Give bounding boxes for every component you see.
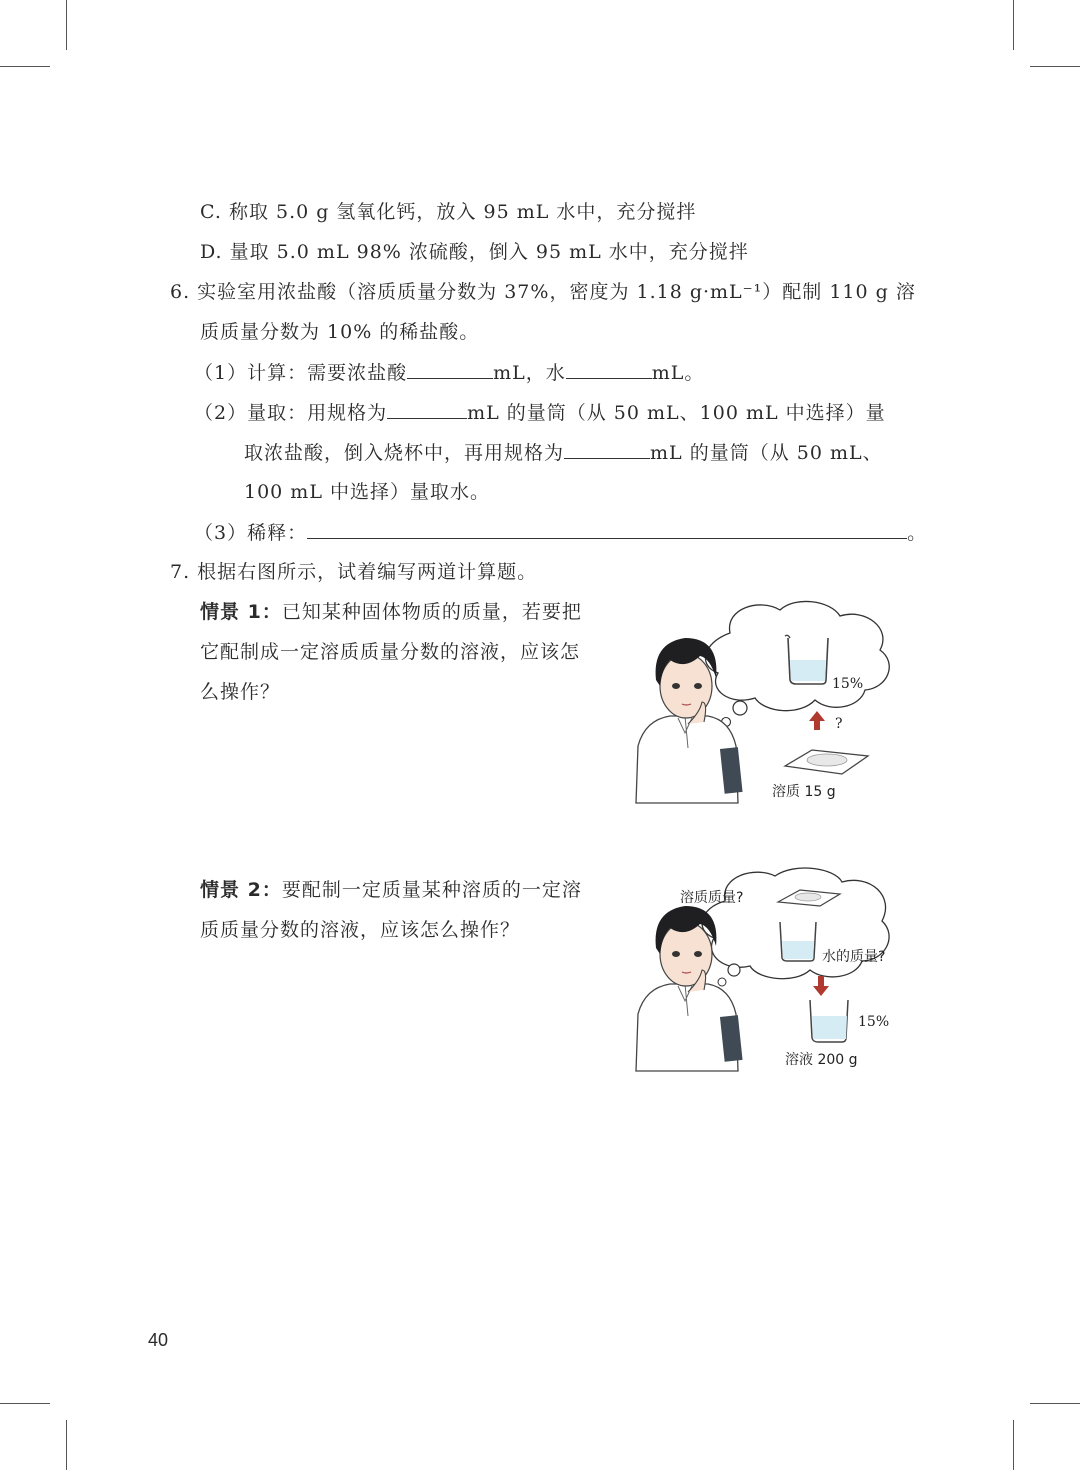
q6-part1-prefix: （1）计算：需要浓盐酸 [194,362,408,384]
up-arrow-icon [809,711,825,730]
blank-water[interactable] [566,358,652,379]
scene2-line1 [200,876,582,904]
q6-part2-line3: 100 mL 中选择）量取水。 [244,481,490,503]
illus2-water-mass-q: 水的质量? [822,949,886,965]
illustration-scene2 [630,866,900,1076]
illus2-solute-mass-q: 溶质质量? [680,890,744,906]
illus1-solute: 溶质 15 g [772,784,836,800]
illustration-scene1 [630,598,900,813]
blank-concentrated-hcl[interactable] [407,358,493,379]
beaker-icon [810,1000,848,1042]
q6-part2 [194,398,886,427]
scene2-text1: 要配制一定质量某种溶质的一定溶 [281,879,582,901]
scene2-label: 情景 2： [200,879,282,901]
illus1-question: ? [835,716,843,732]
powder-icon [785,750,868,774]
q7-intro: 7. 根据右图所示，试着编写两道计算题。 [170,561,538,583]
q6-part3-suffix: 。 [907,522,928,544]
crop-mark [66,0,67,50]
down-arrow-icon [813,976,829,996]
beaker-icon [780,922,816,961]
q6-part1-suffix: mL。 [651,362,705,384]
option-d: D. 量取 5.0 mL 98% 浓硫酸，倒入 95 mL 水中，充分搅拌 [200,241,749,263]
crop-mark [1030,1403,1080,1404]
q6-part2-line2-prefix: 取浓盐酸，倒入烧杯中，再用规格为 [244,442,565,464]
crop-mark [1030,66,1080,67]
blank-cylinder-2[interactable] [564,438,650,459]
q6-part2-prefix: （2）量取：用规格为 [194,402,388,424]
blank-dilution[interactable] [307,518,907,539]
scene1-line3: 么操作？ [200,681,281,703]
q6-line1: 6. 实验室用浓盐酸（溶质质量分数为 37%，密度为 1.18 g·mL⁻¹）配制 110 g 溶 [170,281,916,303]
illus2-solution: 溶液 200 g [785,1052,858,1068]
q6-line2: 质质量分数为 10% 的稀盐酸。 [200,321,480,343]
page-number: 40 [148,1330,169,1350]
q6-part2-line2-suffix: mL 的量筒（从 50 mL、 [650,442,883,464]
q6-part2-line2 [244,438,883,467]
scene1-label: 情景 1： [200,601,282,623]
q6-part3-prefix: （3）稀释： [194,522,308,544]
q6-part3 [194,518,927,547]
blank-cylinder-1[interactable] [387,398,467,419]
q6-part1 [194,358,704,387]
q6-part2-suffix: mL 的量筒（从 50 mL、100 mL 中选择）量 [467,402,886,424]
illus2-percent: 15% [858,1014,890,1030]
beaker-icon [785,635,828,684]
scene1-line2: 它配制成一定溶质质量分数的溶液，应该怎 [200,641,581,663]
crop-mark [0,66,50,67]
crop-mark [66,1420,67,1470]
crop-mark [1013,1420,1014,1470]
illus1-percent: 15% [832,676,864,692]
crop-mark [0,1403,50,1404]
scene1-text1: 已知某种固体物质的质量，若要把 [281,601,582,623]
scene1-line1 [200,598,582,626]
option-c: C. 称取 5.0 g 氢氧化钙，放入 95 mL 水中，充分搅拌 [200,201,697,223]
scene2-line2: 质质量分数的溶液，应该怎么操作？ [200,919,521,941]
crop-mark [1013,0,1014,50]
q6-part1-mid: mL，水 [493,362,566,384]
